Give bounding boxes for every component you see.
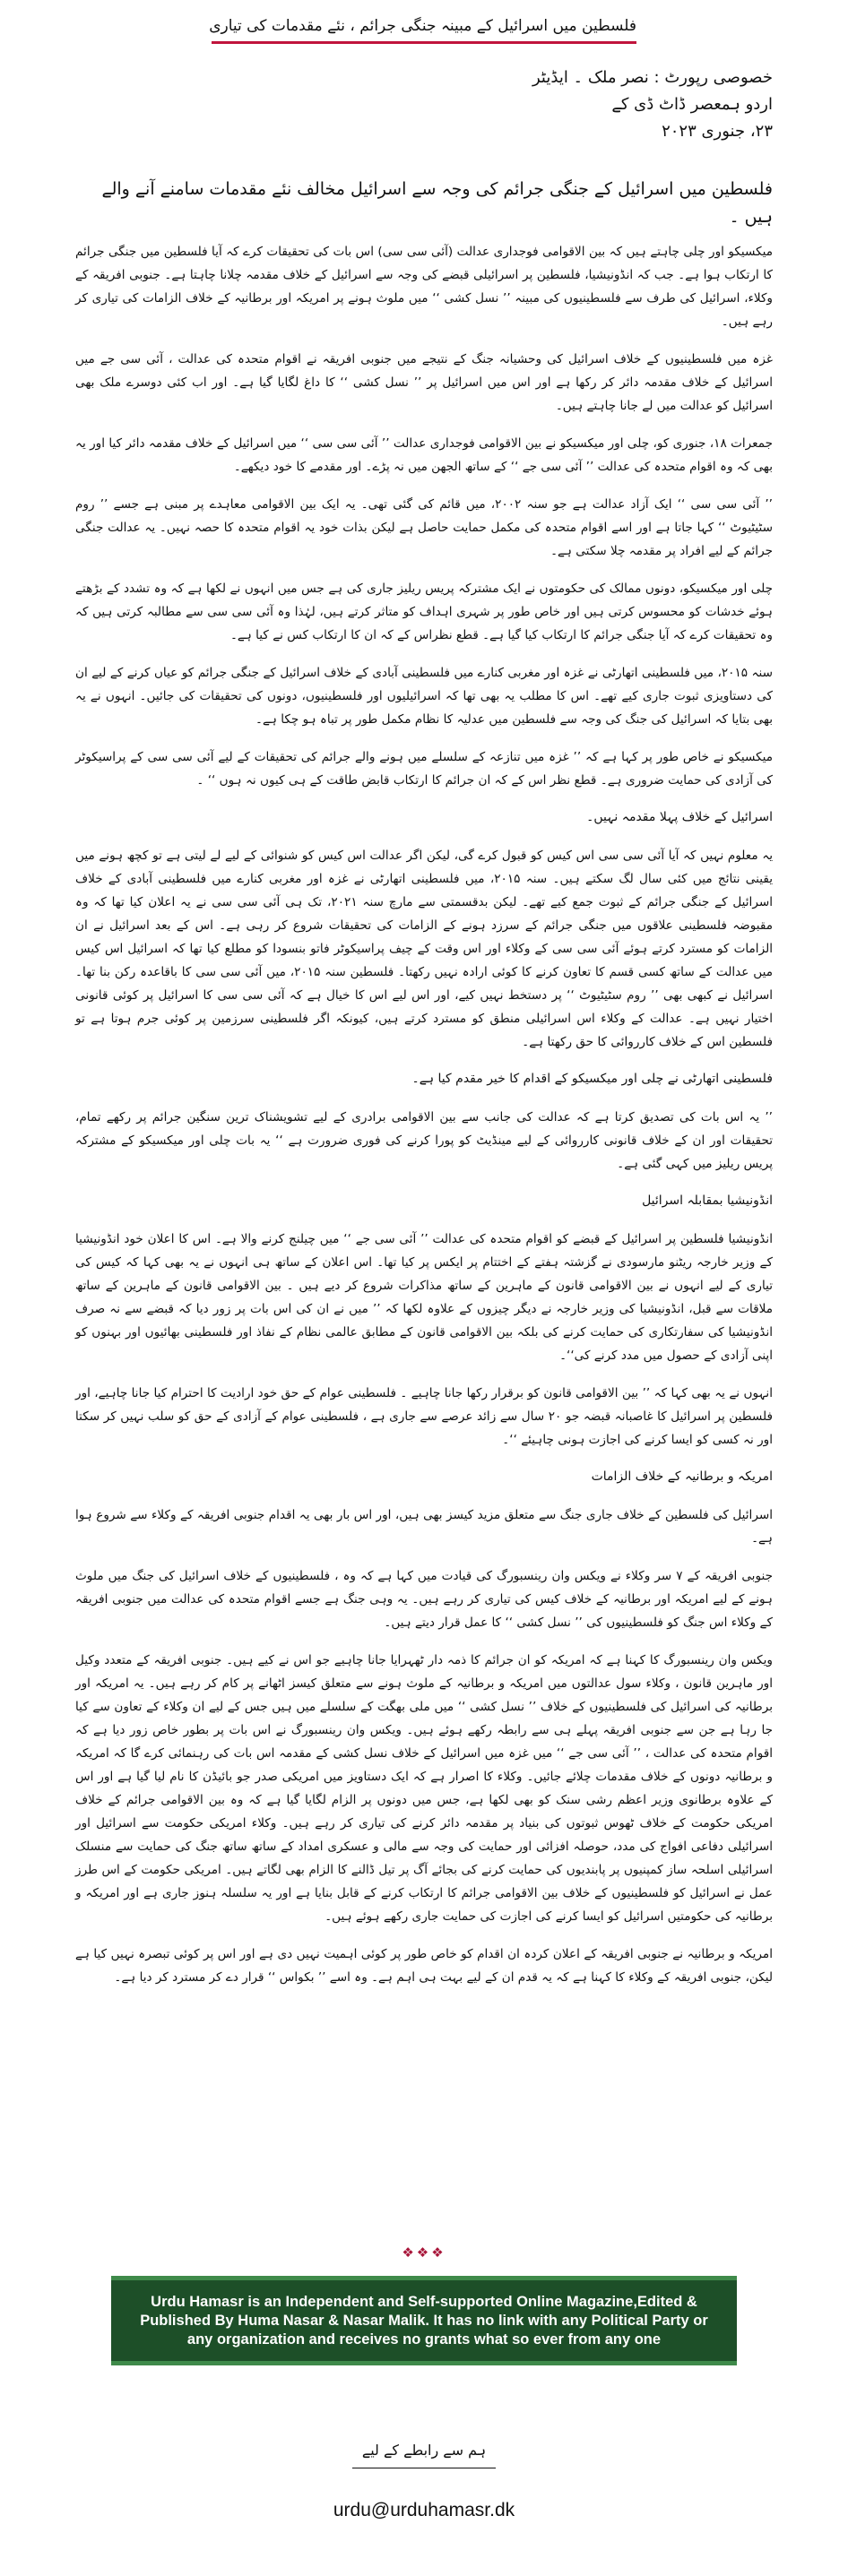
section-heading: انڈونیشیا بمقابلہ اسرائیل xyxy=(642,1193,773,1208)
section-heading: اسرائیل کے خلاف پہلا مقدمہ نہیں۔ xyxy=(586,810,773,824)
paragraph: غزہ میں فلسطینیوں کے خلاف اسرائیل کی وحشیانہ جنگ کے نتیجے میں جنوبی افریقہ نے اقوام متحدہ کی عدالت ، آئی سی جے میں اسرائیل کے خلاف مقدمہ دائر کر رکھا ہے اور اس میں اسرائیل پر ’’ نسل کشی ‘‘ کا داغ لگایا گیا ہے۔ اور اب کئی دوسرے ملک بھی اسرائیل کو عدالت میں لے جانا چاہتے ہیں۔ xyxy=(75,352,773,413)
section-heading: فلسطینی اتھارٹی نے چلی اور میکسیکو کے اقدام کا خیر مقدم کیا ہے۔ xyxy=(411,1072,773,1086)
contact-label: ہم سے رابطے کے لیے xyxy=(361,2442,487,2459)
paragraph: امریکہ و برطانیہ نے جنوبی افریقہ کے اعلان کردہ ان اقدام کو خاص طور پر کوئی اہمیت نہیں دی ہے اور اس پر کوئی تبصرہ نہیں کیا ہے لیکن، جنوبی افریقہ کے وکلاء کا کہنا ہے کہ یہ قدم ان کے لیے بہت ہی اہم ہے۔ وہ اسے ’’ بکواس ‘‘ قرار دے کر مسترد کر دیا ہے۔ xyxy=(75,1947,773,1985)
paragraph: سنہ ۲۰۱۵، میں فلسطینی اتھارٹی نے غزہ اور مغربی کنارے میں فلسطینی آبادی کے خلاف اسرائیل کے جنگی جرائم کو عیاں کرنے کے لیے ان کی دستاویزی ثبوت جاری کیے تھے۔ اس کا مطلب یہ بھی تھا کہ اسرائیلیوں اور فلسطینیوں، دونوں کی تحقیقات کی جائیں۔ انہوں نے یہ بھی بتایا کہ اسرائیل کی جنگ کی وجہ سے فلسطین میں عدلیہ کا نظام مکمل طور پر تباہ ہو چکا ہے۔ xyxy=(75,666,773,727)
article-body xyxy=(75,240,773,2003)
byline xyxy=(414,65,773,145)
article-header xyxy=(209,13,636,44)
paragraph: ’’ آئی سی سی ‘‘ ایک آزاد عدالت ہے جو سنہ ۲۰۰۲، میں قائم کی گئی تھی۔ یہ ایک بین الاقوامی معاہدے پر مبنی ہے جسے ’’ روم سٹیٹیوٹ ‘‘ کہا جاتا ہے اور اسے اقوام متحدہ کی مکمل حمایت حاصل ہے لیکن بذات خود یہ اقوام متحدہ کا حصہ نہیں۔ یہ عدالت جنگی جرائم کے لیے افراد پر مقدمہ چلا سکتی ہے۔ xyxy=(75,497,774,558)
ornament-stars: ❖❖❖ xyxy=(402,2244,446,2261)
paragraph: ’’ یہ اس بات کی تصدیق کرتا ہے کہ عدالت کی جانب سے بین الاقوامی برادری کے لیے تشویشناک ترین سنگین جرائم پر رکھے تمام، تحقیقات اور ان کے خلاف قانونی کارروائی کے لیے مینڈیٹ کو پورا کرنے کی فوری ضرورت ہے ‘‘ یہ بات چلی اور میکسیکو کے مشترکہ پریس ریلیز میں کہی گئی ہے۔ xyxy=(75,1110,773,1171)
paragraph: میکسیکو نے خاص طور پر کہا ہے کہ ’’ غزہ میں تنازعہ کے سلسلے میں ہونے والے جرائم کی تحقیقات کے لیے آئی سی سی کے پراسیکوٹر کی آزادی کی حمایت ضروری ہے۔ قطع نظر اس کے کہ ان جرائم کا ارتکاب قابض طاقت کے ہی کیوں نہ ہوں ‘‘ ۔ xyxy=(75,750,773,788)
paragraph: انڈونیشیا فلسطین پر اسرائیل کے قبضے کو اقوام متحدہ کی عدالت ’’ آئی سی جے ‘‘ میں چیلنج کرنے والا ہے۔ اس کا اعلان خود انڈونیشیا کے وزیر خارجہ ریٹنو مارسودی نے گزشتہ ہفتے کے اختتام پر ایکس پر کیا تھا۔ اس اعلان کے ساتھ ہی انہوں نے یہ بھی کہا کہ کیس کی تیاری کے لیے انہوں نے بین الاقوامی قانون کے ماہرین کے ساتھ مذاکرات شروع کر دیے ہیں ۔ بین الاقوامی قانون کے ماہرین کے ساتھ ملاقات سے قبل، انڈونیشیا کی وزیر خارجہ نے دیگر چیزوں کے علاوہ لکھا کہ ’’ میں نے ان کی اس بات پر زور دیا کہ قبضے سے نہ صرف انڈونیشیا کی سفارتکاری کی حمایت کرنے کی بلکہ بین الاقوامی قانون کے مطابق عالمی نظام کے نفاذ اور فلسطینی بھائیوں اور بہنوں کو اپنی آزادی کے حصول میں مدد کرنے کی‘‘۔ xyxy=(75,1232,773,1363)
paragraph: جنوبی افریقہ کے ۷ سر وکلاء نے ویکس وان رینسبورگ کی قیادت میں کہا ہے کہ وہ ، فلسطینیوں کے خلاف اسرائیل کی جنگ میں ملوث ہونے کے لیے امریکہ اور برطانیہ کے خلاف کیس کی تیاری کر رہے ہیں۔ یہ وہی جنگ ہے جسے اقوام متحدہ کی عدالت میں جنوبی افریقہ کے وکلاء اس جنگ کو فلسطینیوں کی ’’ نسل کشی ‘‘ کا عمل قرار دیتے ہیں۔ xyxy=(75,1569,773,1630)
paragraph: یہ معلوم نہیں کہ آیا آئی سی سی اس کیس کو قبول کرے گی، لیکن اگر عدالت اس کیس کو شنوائی کے لیے لے لیتی ہے تو کچھ ہونے میں یقینی نتائج میں کئی سال لگ سکتے ہیں۔ سنہ ۲۰۱۵، میں فلسطینی اتھارٹی نے غزہ اور مغربی کنارے میں فلسطینی آبادی کے خلاف اسرائیل کے جنگی جرائم کے ثبوت جمع کیے تھے۔ لیکن بدقسمتی سے مارچ سنہ ۲۰۲۱، تک ہی آئی سی سی نے یہ اعلان کیا تھا کہ وہ مقبوضہ فلسطینی علاقوں میں جنگی جرائم کے سرزد ہونے کے الزامات کی تحقیقات شروع کر رہی ہے۔ اس کے بعد اسرائیل نے ان الزامات کو مسترد کرتے ہوئے آئی سی سی کے وکلاء اور اس وقت کے چیف پراسیکوٹر فاتو بنسودا کو مطلع کیا تھا کہ اسرائیل اس کیس میں عدالت کے ساتھ کسی قسم کا تعاون کرنے کا کوئی ارادہ نہیں رکھتا۔ فلسطین سنہ ۲۰۱۵، میں آئی سی سی کا باقاعدہ رکن بنا تھا۔ اسرائیل نے کبھی بھی ’’ روم سٹیٹیوٹ ‘‘ پر دستخط نہیں کیے، اور اس لیے اس کا خیال ہے کہ آئی سی سی کا اسرائیل پر کوئی قانونی اختیار نہیں ہے۔ عدالت کے وکلاء اس اسرائیلی منطق کو مسترد کرتے ہیں، کیونکہ اگر فلسطینی سرزمین پر کوئی جرم ہوتا ہے تو فلسطین اس کے خلاف کارروائی کا حق رکھتا ہے۔ xyxy=(75,849,774,1049)
contact-email-link[interactable]: urdu@urduhamasr.dk xyxy=(333,2500,515,2520)
article-title: فلسطین میں اسرائیل کے مبینہ جنگی جرائم ، نئے مقدمات کی تیاری xyxy=(209,17,636,35)
section-heading: امریکہ و برطانیہ کے خلاف الزامات xyxy=(591,1469,773,1484)
banner-text: Urdu Hamasr is an Independent and Self-supported Online Magazine,Edited & Published By Huma Nasar & Nasar Malik. It has no link with any Political Party or any organization and receives no grants what so ever from any one xyxy=(140,2293,708,2348)
byline-report: خصوصی رپورٹ : نصر ملک ۔ ایڈیٹر xyxy=(532,68,773,87)
magazine-banner xyxy=(111,2276,737,2365)
byline-date: ۲۳، جنوری ۲۰۲۳ xyxy=(662,122,773,141)
byline-publication: اردو ہمعصر ڈاٹ ڈی کے xyxy=(611,95,773,114)
paragraph: ویکس وان رینسبورگ کا کہنا ہے کہ امریکہ کو ان جرائم کا ذمہ دار ٹھہرایا جانا چاہیے جو اس نے کیے ہیں۔ جنوبی افریقہ کے متعدد وکیل اور ماہرین قانون ، وکلاء سول عدالتوں میں امریکہ و برطانیہ کے ملوث ہونے سے متعلق کیسز اٹھانے پر کام کر رہے ہیں۔ یہ امریکہ اور برطانیہ کی اسرائیل کی فلسطینیوں کے خلاف ’’ نسل کشی ‘‘ میں ملی بھگت کے سلسلے میں ہیں جس کے لیے ان وکلاء کے تعاون سے کیا جا رہا ہے جن سے جنوبی افریقہ پہلے ہی سے رابطہ رکھے ہوئے ہیں۔ ویکس وان رینسبورگ نے اس بات پر بطور خاص زور دیا ہے کہ اقوام متحدہ کی عدالت ، ’’ آئی سی جے ‘‘ میں غزہ میں اسرائیل کے خلاف نسل کشی کے مقدمہ اس بات کی رہنمائی کرے گا کہ امریکہ و برطانیہ دونوں کے خلاف مقدمات چلائے جائیں۔ وکلاء کا اصرار ہے کہ ایک دستاویز میں امریکی صدر جو بائیڈن کا نام لیا گیا ہے اور اس کے علاوہ برطانوی وزیر اعظم رشی سنک کو بھی لکھا ہے، جس میں دونوں پر الزام لگایا گیا ہے کہ وہ بین الاقوامی جرائم کے خلاف امریکی حکومت کے خلاف ٹھوس ثبوتوں کی بنیاد پر مقدمہ دائر کرنے کی تیاری کر رہے ہیں۔ وکلاء امریکی حکومت سے اسرائیل اور اسرائیلی دفاعی افواج کی مدد، حوصلہ افزائی اور حمایت کی وجہ سے مالی و عسکری امداد کے ساتھ ساتھ جنگ کی حمایت سے منسلک اسرائیلی اسلحہ ساز کمپنیوں پر پابندیوں کی حمایت کرنے کی بجائے آگ پر تیل ڈالنے کا الزام بھی لگاتے ہیں۔ امریکی حکومت کے اس طرز عمل نے اسرائیل کو فلسطینیوں کے خلاف بین الاقوامی جرائم کا ارتکاب کرنے کے قابل بنایا ہے اور یہ سلسلہ ہنوز جاری ہے اور امریکہ و برطانیہ کی حکومتیں اسرائیل کو ایسا کرنے کی اجازت کی حمایت جاری رکھے ہوئے ہیں۔ xyxy=(75,1653,773,1924)
paragraph: چلی اور میکسیکو، دونوں ممالک کی حکومتوں نے ایک مشترکہ پریس ریلیز جاری کی ہے جس میں انہوں نے لکھا ہے کہ وہ تشدد کے بڑھتے ہوئے خدشات کو محسوس کرتی ہیں اور خاص طور پر شہری اہداف کو متاثر کرتے ہیں، لہٰذا وہ آئی سی سی سے مطالبہ کرتی ہیں کہ وہ تحقیقات کرے کہ آیا جنگی جرائم کا ارتکاب کیا گیا ہے۔ قطع نظراس کے کہ ان کا ارتکاب کس نے کیا ہے۔ xyxy=(75,582,773,642)
paragraph: انہوں نے یہ بھی کہا کہ ’’ بین الاقوامی قانون کو برقرار رکھا جانا چاہیے ۔ فلسطینی عوام کے حق خود ارادیت کا احترام کیا جانا چاہیے، اور فلسطین پر اسرائیل کا غاصبانہ قبضہ جو ۲۰ سال سے زائد عرصے سے جاری ہے ، فلسطینی عوام کے آزادی کے حق کو سلب نہیں کر سکتا اور نہ کسی کو ایسا کرنے کی اجازت ہونی چاہیئے ‘‘۔ xyxy=(75,1386,774,1447)
paragraph: جمعرات ۱۸، جنوری کو، چلی اور میکسیکو نے بین الاقوامی فوجداری عدالت ’’ آئی سی سی ‘‘ میں اسرائیل کے خلاف مقدمہ دائر کیا اور یہ بھی کہ وہ اقوام متحدہ کی عدالت ’’ آئی سی جے ‘‘ کے ساتھ الجھن میں نہ پڑے۔ اور مقدمے کا خود دیکھے۔ xyxy=(75,436,773,474)
paragraph: میکسیکو اور چلی چاہتے ہیں کہ بین الاقوامی فوجداری عدالت (آئی سی سی) اس بات کی تحقیقات کرے کہ آیا فلسطین میں جنگی جرائم کا ارتکاب ہوا ہے۔ جب کہ انڈونیشیا، فلسطین پر اسرائیلی قبضے کی وجہ سے اسرائیل کے خلاف مقدمہ چلانا چاہتا ہے۔ جنوبی افریقہ کے وکلاء، اسرائیل کی طرف سے فلسطینیوں کی مبینہ ’’ نسل کشی ‘‘ میں ملوث ہونے پر امریکہ اور برطانیہ کے خلاف الزامات کی تیاری کر رہے ہیں۔ xyxy=(75,245,773,329)
paragraph: اسرائیل کی فلسطین کے خلاف جاری جنگ سے متعلق مزید کیسز بھی ہیں، اور اس بار بھی یہ اقدام جنوبی افریقہ کے وکلاء سے شروع ہوا ہے۔ xyxy=(75,1508,773,1546)
article-lead: فلسطین میں اسرائیل کے جنگی جرائم کی وجہ سے اسرائیل مخالف نئے مقدمات سامنے آنے والے ہیں ۔ xyxy=(101,179,773,227)
title-underline xyxy=(212,41,636,44)
